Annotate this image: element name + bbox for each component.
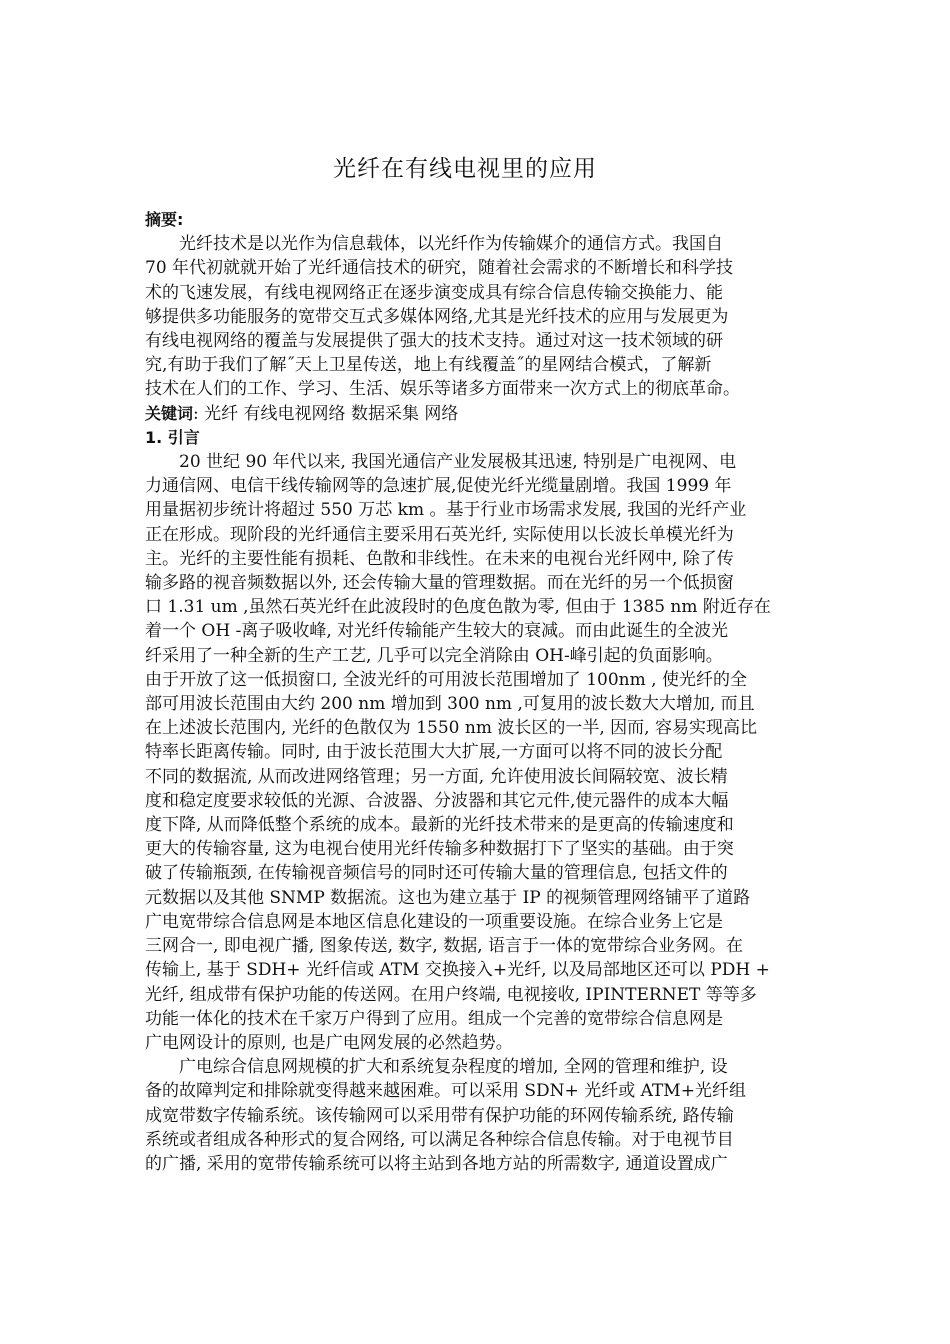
paragraph-line: 正在形成。现阶段的光纤通信主要采用石英光纤, 实际使用以长波长单模光纤为 bbox=[145, 524, 734, 545]
paragraph-line: 广电综合信息网规模的扩大和系统复杂程度的增加, 全网的管理和维护, 设 bbox=[145, 1057, 728, 1078]
paragraph-line: 力通信网、电信干线传输网等的急速扩展,促使光纤光缆量剧增。我国 1999 年 bbox=[145, 476, 732, 497]
section-body-introduction bbox=[145, 450, 805, 1176]
abstract-line: 光纤技术是以光作为信息载体，以光纤作为传输媒介的通信方式。我国自 bbox=[145, 234, 723, 255]
abstract-line: 够提供多功能服务的宽带交互式多媒体网络,尤其是光纤技术的应用与发展更为 bbox=[145, 306, 729, 327]
keywords-label: 关键词 bbox=[145, 403, 194, 423]
paragraph-line: 备的故障判定和排除就变得越来越困难。可以采用 SDN+ 光纤或 ATM+光纤组 bbox=[145, 1081, 746, 1102]
paragraph-line: 破了传输瓶颈, 在传输视音频信号的同时还可传输大量的管理信息, 包括文件的 bbox=[145, 863, 728, 884]
paragraph-line: 不同的数据流, 从而改进网络管理；另一方面, 允许使用波长间隔较宽、波长精 bbox=[145, 766, 728, 787]
keywords-text: : 光纤 有线电视网络 数据采集 网络 bbox=[193, 403, 459, 424]
paragraph-line: 三网合一, 即电视广播, 图象传送, 数字, 数据, 语言于一体的宽带综合业务网。在 bbox=[145, 936, 744, 957]
paragraph-line: 系统或者组成各种形式的复合网络, 可以满足各种综合信息传输。对于电视节目 bbox=[145, 1129, 734, 1150]
paragraph-line: 主。光纤的主要性能有损耗、色散和非线性。在未来的电视台光纤网中, 除了传 bbox=[145, 548, 734, 569]
abstract-body bbox=[145, 232, 805, 401]
paragraph-line: 度下降, 从而降低整个系统的成本。最新的光纤技术带来的是更高的传输速度和 bbox=[145, 815, 734, 836]
paragraph-line: 广电宽带综合信息网是本地区信息化建设的一项重要设施。在综合业务上它是 bbox=[145, 911, 723, 932]
abstract-label: 摘要: bbox=[145, 210, 184, 229]
paragraph-line: 更大的传输容量, 这为电视台使用光纤传输多种数据打下了坚实的基础。由于突 bbox=[145, 839, 734, 860]
paragraph-line: 在上述波长范围内, 光纤的色散仅为 1550 nm 波长区的一半, 因而, 容易实现高比 bbox=[145, 718, 757, 739]
paragraph-line: 的广播, 采用的宽带传输系统可以将主站到各地方站的所需数字, 通道设置成广 bbox=[145, 1153, 728, 1174]
abstract-section bbox=[145, 208, 805, 1176]
paragraph-line: 部可用波长范围由大约 200 nm 增加到 300 nm ,可复用的波长数大大增加, 而且 bbox=[145, 694, 755, 715]
document-title bbox=[0, 150, 950, 183]
paragraph-line: 功能一体化的技术在千家万户得到了应用。组成一个完善的宽带综合信息网是 bbox=[145, 1008, 723, 1029]
paragraph-line: 用量据初步统计将超过 550 万芯 km 。基于行业市场需求发展, 我国的光纤产业 bbox=[145, 500, 747, 521]
paragraph-line: 广电网设计的原则, 也是广电网发展的必然趋势。 bbox=[145, 1032, 513, 1053]
paragraph-line: 传输上, 基于 SDH+ 光纤信或 ATM 交换接入+光纤, 以及局部地区还可以 PDH + bbox=[145, 960, 770, 981]
abstract-line: 70 年代初就就开始了光纤通信技术的研究，随着社会需求的不断增长和科学技 bbox=[145, 258, 734, 279]
abstract-line: 术的飞速发展，有线电视网络正在逐步演变成具有综合信息传输交换能力、能 bbox=[145, 282, 723, 303]
paragraph-line: 成宽带数字传输系统。该传输网可以采用带有保护功能的环网传输系统, 路传输 bbox=[145, 1105, 734, 1126]
paragraph-line: 特率长距离传输。同时, 由于波长范围大大扩展,一方面可以将不同的波长分配 bbox=[145, 742, 723, 763]
abstract-line: 有线电视网络的覆盖与发展提供了强大的技术支持。通过对这一技术领域的研 bbox=[145, 331, 723, 352]
abstract-line: 技术在人们的工作、学习、生活、娱乐等诸多方面带来一次方式上的彻底革命。 bbox=[145, 379, 740, 400]
paragraph-line: 20 世纪 90 年代以来, 我国光通信产业发展极其迅速, 特别是广电视网、电 bbox=[145, 452, 737, 473]
paragraph-line: 输多路的视音频数据以外, 还会传输大量的管理数据。而在光纤的另一个低损窗 bbox=[145, 573, 734, 594]
paragraph-line: 度和稳定度要求较低的光源、合波器、分波器和其它元件,使元器件的成本大幅 bbox=[145, 790, 729, 811]
paragraph-line: 光纤, 组成带有保护功能的传送网。在用户终端, 电视接收, IPINTERNET 等等多 bbox=[145, 984, 757, 1005]
paragraph-line: 纤采用了一种全新的生产工艺, 几乎可以完全消除由 OH-峰引起的负面影响。 bbox=[145, 645, 723, 666]
paragraph-line: 口 1.31 um ,虽然石英光纤在此波段时的色度色散为零, 但由于 1385 nm 附近存在 bbox=[145, 597, 771, 618]
paragraph-line: 着一个 OH -离子吸收峰, 对光纤传输能产生较大的衰减。而由此诞生的全波光 bbox=[145, 621, 729, 642]
document-title-text: 光纤在有线电视里的应用 bbox=[333, 156, 597, 182]
paragraph-line: 由于开放了这一低损窗口, 全波光纤的可用波长范围增加了 100nm , 使光纤的全 bbox=[145, 669, 747, 690]
keywords-line bbox=[145, 402, 805, 426]
abstract-line: 究,有助于我们了解˝天上卫星传送，地上有线覆盖˝的星网结合模式，了解新 bbox=[145, 355, 712, 376]
paragraph-line: 元数据以及其他 SNMP 数据流。这也为建立基于 IP 的视频管理网络铺平了道路 bbox=[145, 887, 751, 908]
section-heading-introduction: 1. 引言 bbox=[145, 427, 200, 447]
